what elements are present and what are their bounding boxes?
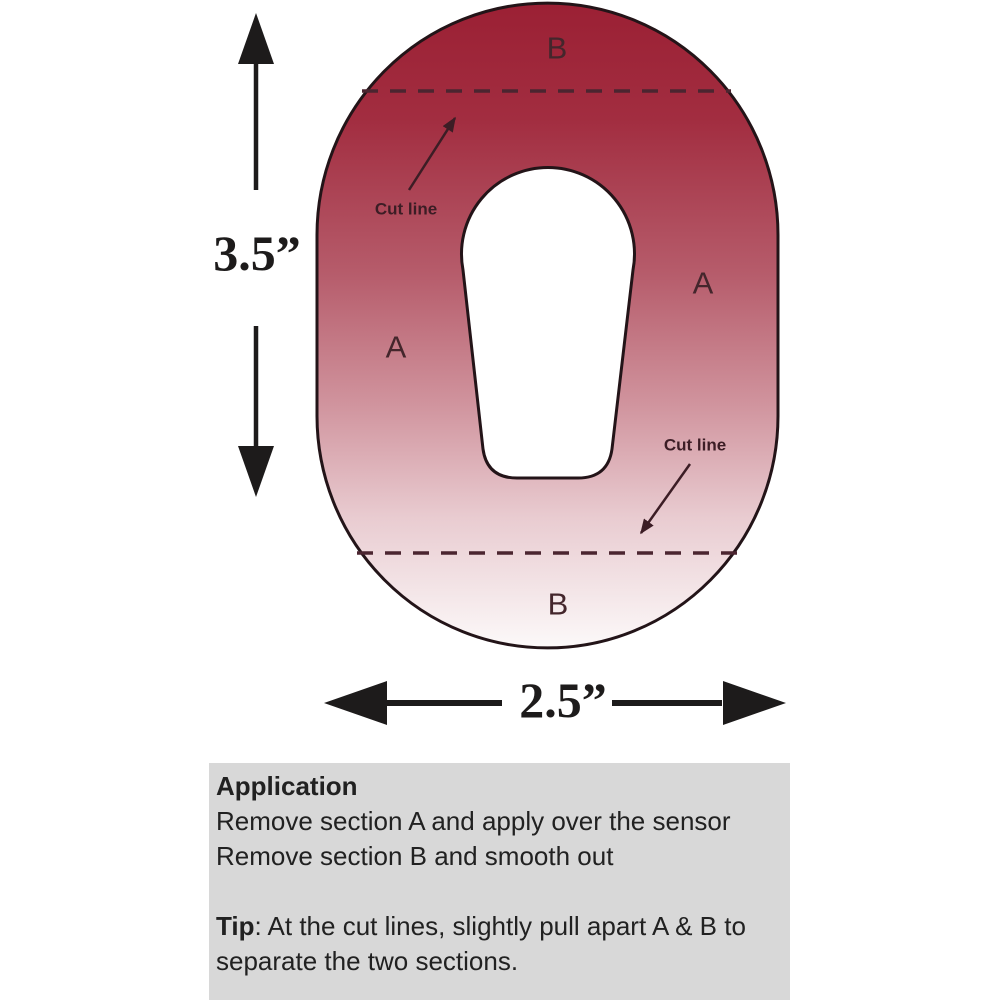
width-arrowhead-left — [324, 681, 387, 725]
instruction-step: Remove section A and apply over the sensor — [216, 806, 731, 836]
section-b-top-label: B — [546, 30, 568, 66]
tip-label: Tip — [216, 911, 255, 941]
cut-line-top-label: Cut line — [374, 199, 438, 219]
instruction-tip-line1 — [216, 909, 786, 944]
width-dimension-label: 2.5” — [519, 672, 607, 728]
instructions-spacer — [216, 874, 786, 909]
height-arrowhead-down — [238, 446, 274, 497]
instructions-title: Application — [216, 771, 358, 801]
section-a-left-label: A — [385, 329, 407, 365]
cut-line-bottom-label: Cut line — [663, 435, 727, 455]
height-dimension-label: 3.5” — [213, 225, 301, 281]
tip-text: : At the cut lines, slightly pull apart A & B to — [254, 911, 746, 941]
section-a-right-label: A — [692, 265, 714, 301]
width-arrowhead-right — [723, 681, 786, 725]
instructions-panel — [209, 763, 790, 1000]
instruction-tip-line2: separate the two sections. — [216, 946, 519, 976]
patch-shape-with-sensor-cutout — [317, 3, 778, 648]
height-arrowhead-up — [238, 13, 274, 64]
instruction-step: Remove section B and smooth out — [216, 841, 614, 871]
section-b-bottom-label: B — [547, 586, 569, 622]
